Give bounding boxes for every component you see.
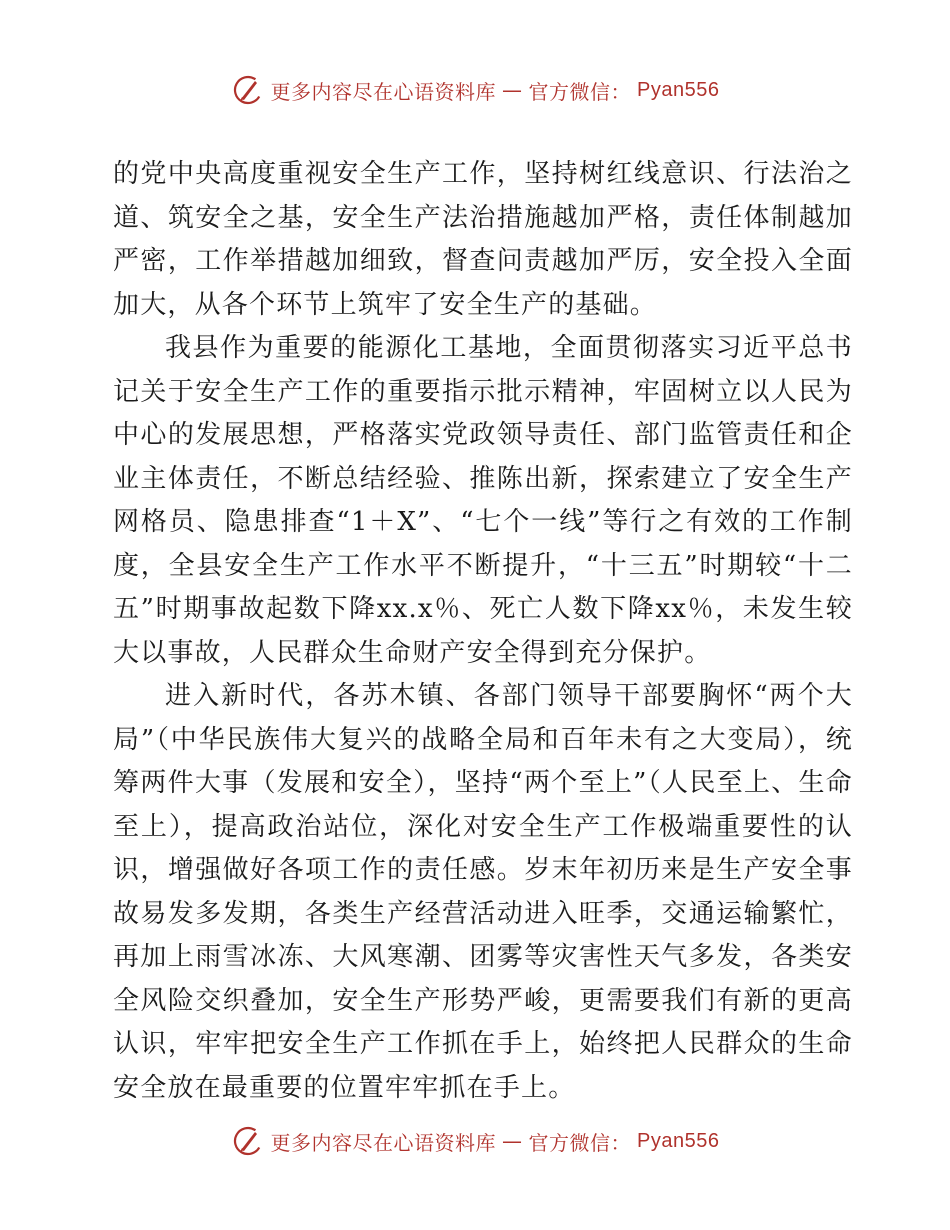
paragraph-3: 进入新时代，各苏木镇、各部门领导干部要胸怀“两个大局”（中华民族伟大复兴的战略全局和百年未有之大变局），统筹两件大事（发展和安全），坚持“两个至上”（人民至上、生命至上），提高政治站位，深化对安全生产工作极端重要性的认识，增强做好各项工作的责任感。岁末年初历来是生产安全事故易发多发期，各类生产经营活动进入旺季，交通运输繁忙，再加上雨雪冰冻、大风寒潮、团雾等灾害性天气多发，各类安全风险交织叠加，安全生产形势严峻，更需要我们有新的更高认识，牢牢把安全生产工作抓在手上，始终把人民群众的生命安全放在最重要的位置牢牢抓在手上。 <box>113 681 853 1103</box>
banner-separator: — <box>502 78 523 102</box>
banner-contact-label: 官方微信： <box>528 1130 632 1155</box>
banner-contact-id: Pyan556 <box>637 78 720 101</box>
document-body <box>113 153 853 1110</box>
banner-brand-text: 更多内容尽在心语资料库 <box>270 1130 497 1155</box>
quill-logo-icon <box>231 1124 265 1158</box>
banner-brand-text: 更多内容尽在心语资料库 <box>270 79 497 104</box>
paragraph-1: 的党中央高度重视安全生产工作，坚持树红线意识、行法治之道、筑安全之基，安全生产法治措施越加严格，责任体制越加严密，工作举措越加细致，督查问责越加严厉，安全投入全面加大，从各个环节上筑牢了安全生产的基础。 <box>113 159 853 320</box>
quill-logo-icon <box>231 73 265 107</box>
header-banner <box>0 70 950 110</box>
banner-separator: — <box>502 1129 523 1153</box>
banner-contact-id: Pyan556 <box>637 1129 720 1152</box>
footer-banner <box>0 1121 950 1161</box>
paragraph-2: 我县作为重要的能源化工基地，全面贯彻落实习近平总书记关于安全生产工作的重要指示批示精神，牢固树立以人民为中心的发展思想，严格落实党政领导责任、部门监管责任和企业主体责任，不断总结经验、推陈出新，探索建立了安全生产网格员、隐患排查“1＋X”、“七个一线”等行之有效的工作制度，全县安全生产工作水平不断提升，“十三五”时期较“十二五”时期事故起数下降xx.x％、死亡人数下降xx％，未发生较大以事故，人民群众生命财产安全得到充分保护。 <box>113 333 853 668</box>
banner-contact-label: 官方微信： <box>528 79 632 104</box>
